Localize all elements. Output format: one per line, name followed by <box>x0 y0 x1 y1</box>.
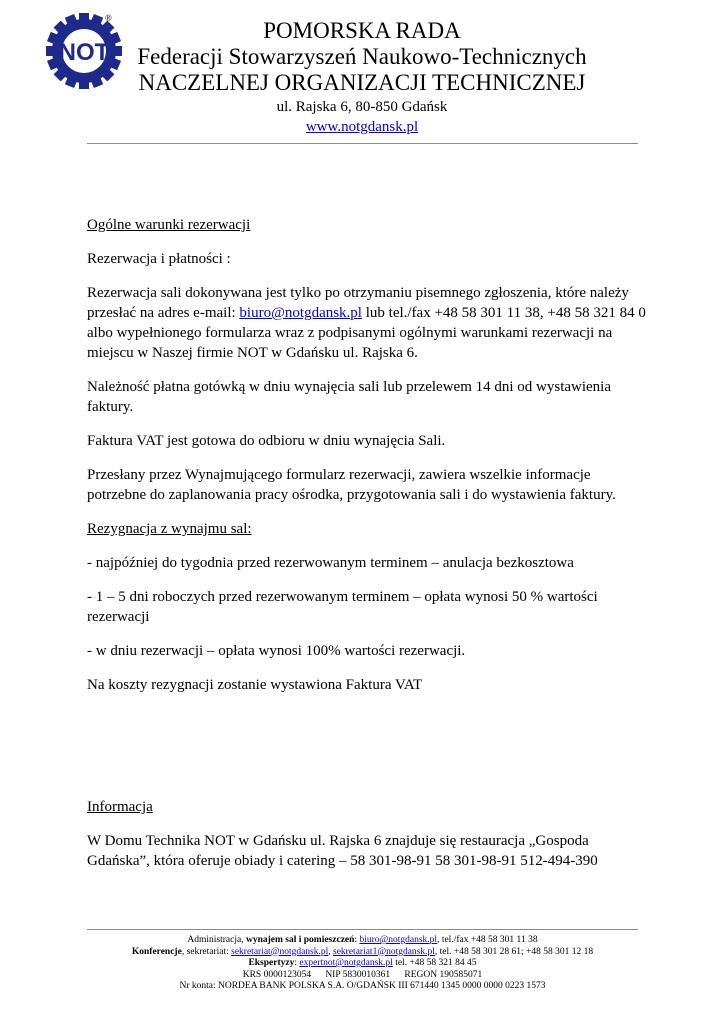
paragraph-reservation: Rezerwacja sali dokonywana jest tylko po otrzymaniu pisemnego zgłoszenia, które należy przesłać na adres e-mail: biuro@notgdansk.pl lub tel./fax +48 58 301 11 38, +48 58 321 84 0 albo wypełnionego formularza wraz z podpisanymi ogólnymi warunkami rezerwacji na miejscu w Naszej firmie NOT w Gdańsku ul. Rajska 6. <box>87 285 646 361</box>
paragraph-form: Przesłany przez Wynajmującego formularz rezerwacji, zawiera wszelkie informacje potrzebne do zaplanowania pracy ośrodka, przygotowania sali i do wystawienia faktury. <box>87 467 616 503</box>
org-line-2: Federacji Stowarzyszeń Naukowo-Technicznych <box>137 44 587 69</box>
info-paragraph: W Domu Technika NOT w Gdańsku ul. Rajska 6 znajduje się restauracja „Gospoda Gdańska”, która oferuje obiady i catering – 58 301-98-91 58 301-98-91 512-494-390 <box>87 833 598 869</box>
logo-text: NOT <box>58 39 110 66</box>
footer <box>87 935 638 993</box>
header-divider <box>87 143 638 144</box>
website-link[interactable]: www.notgdansk.pl <box>305 119 419 135</box>
cancellation-item-2: - 1 – 5 dni roboczych przed rezerwowanym terminem – opłata wynosi 50 % wartości rezerwacji <box>87 589 598 625</box>
footer-email-sekretariat[interactable]: sekretariat@notgdansk.pl <box>231 946 329 957</box>
org-line-3: NACZELNEJ ORGANIZACJI TECHNICZNEJ <box>138 70 586 95</box>
cancellation-item-3: - w dniu rezerwacji – opłata wynosi 100% wartości rezerwacji. <box>87 643 466 659</box>
footer-line-bank: Nr konta: NORDEA BANK POLSKA S.A. O/GDAŃSK III 671440 1345 0000 0000 0223 1573 <box>179 981 546 991</box>
cancellation-item-1: - najpóźniej do tygodnia przed rezerwowanym terminem – anulacja bezkosztowa <box>87 555 574 571</box>
footer-email-sekretariat1[interactable]: sekretariat1@notgdansk.pl <box>333 946 435 957</box>
registered-mark: ® <box>105 13 112 23</box>
footer-divider <box>87 929 638 930</box>
footer-line-conferences: Konferencje, sekretariat: sekretariat@notgdansk.pl, sekretariat1@notgdansk.pl, tel. +48 58 301 28 61; +48 58 301 12 18 <box>131 946 594 957</box>
footer-line-registry: KRS 0000123054 NIP 5830010361 REGON 190585071 <box>242 969 483 980</box>
paragraph-invoice: Faktura VAT jest gotowa do odbioru w dniu wynajęcia Sali. <box>87 433 446 449</box>
document-body <box>87 215 647 871</box>
email-link[interactable]: biuro@notgdansk.pl <box>239 305 362 321</box>
not-logo <box>44 11 124 91</box>
footer-email-expert[interactable]: expertnot@notgdansk.pl <box>299 958 393 968</box>
payment-subheading: Rezerwacja i płatności : <box>87 251 231 267</box>
footer-line-admin: Administracja, wynajem sal i pomieszczeń: biuro@notgdansk.pl, tel./fax +48 58 301 11 38 <box>187 935 538 945</box>
footer-email-biuro[interactable]: biuro@notgdansk.pl <box>359 935 438 945</box>
cancellation-heading: Rezygnacja z wynajmu sal: <box>87 521 252 537</box>
info-heading: Informacja <box>87 799 153 815</box>
org-line-1: POMORSKA RADA <box>263 18 461 43</box>
cancellation-note: Na koszty rezygnacji zostanie wystawiona Faktura VAT <box>87 677 423 693</box>
letterhead <box>120 18 604 137</box>
terms-heading: Ogólne warunki rezerwacji <box>87 217 251 233</box>
org-address: ul. Rajska 6, 80-850 Gdańsk <box>276 99 448 115</box>
footer-line-expertise: Ekspertyzy: expertnot@notgdansk.pl tel. +48 58 321 84 45 <box>248 958 477 968</box>
paragraph-payment: Należność płatna gotówką w dniu wynajęcia sali lub przelewem 14 dni od wystawienia faktury. <box>87 379 612 415</box>
